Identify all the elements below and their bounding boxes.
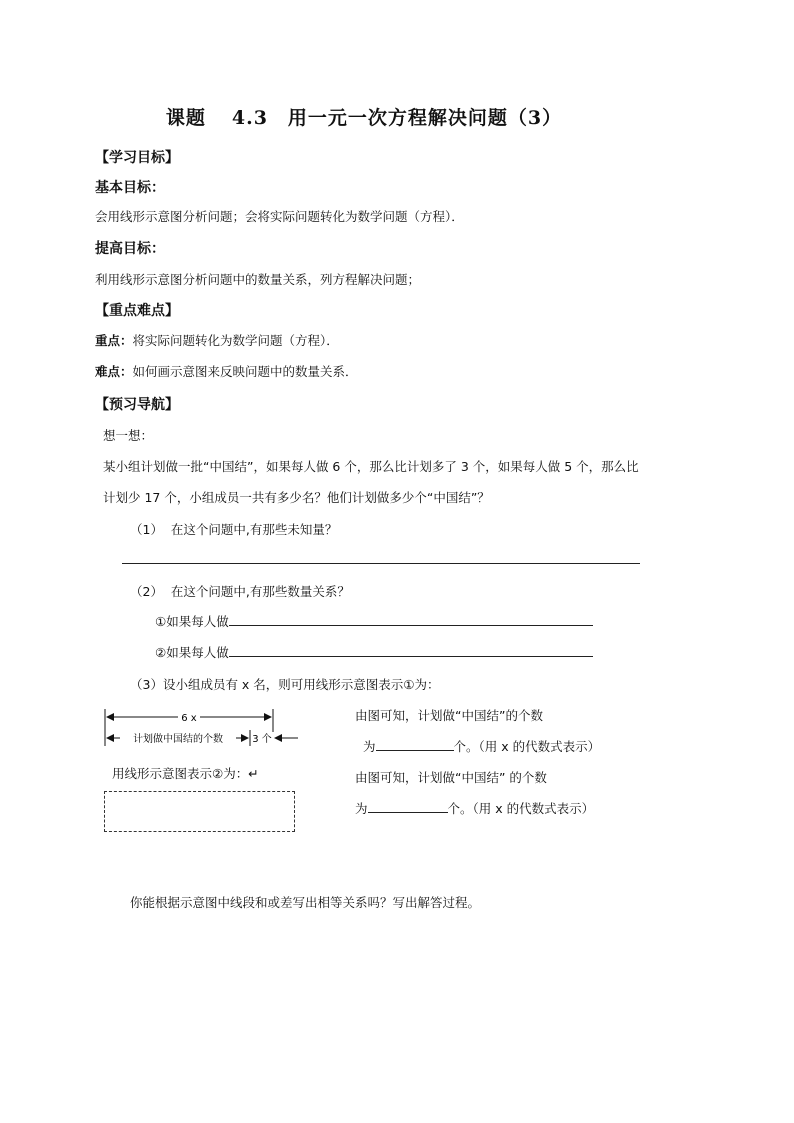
basic-goal-label: 基本目标：	[95, 180, 165, 196]
right-text-2b	[355, 799, 594, 817]
relation-1-text: ①如果每人做	[155, 614, 229, 629]
title-number: 4.3	[231, 107, 268, 129]
plan-count-blank-2[interactable]	[368, 812, 448, 813]
difficult-text: 如何画示意图来反映问题中的数量关系．	[132, 364, 358, 379]
key-label: 重点：	[95, 333, 133, 348]
question-1-answer-line[interactable]	[122, 563, 640, 564]
relation-2-text: ②如果每人做	[155, 645, 229, 660]
right-text-1b-post: 个。（用 x 的代数式表示）	[453, 739, 601, 754]
question-3: （3）设小组成员有 x 名，则可用线形示意图表示①为：	[130, 677, 440, 692]
key-point	[95, 331, 339, 349]
question-1	[130, 520, 337, 538]
advanced-goal-label: 提高目标：	[95, 241, 165, 257]
basic-goal-text: 会用线形示意图分析问题；会将实际问题转化为数学问题（方程）．	[95, 209, 464, 224]
difficult-label: 难点：	[95, 364, 133, 379]
page-title	[0, 103, 728, 130]
question-2	[130, 582, 350, 600]
line-diagram	[100, 706, 305, 748]
right-text-2b-pre: 为	[355, 801, 368, 816]
goals-heading: 【学习目标】	[95, 150, 179, 166]
final-question: 你能根据示意图中线段和或差写出相等关系吗？写出解答过程。	[130, 895, 481, 910]
problem-line-1: 某小组计划做一批“中国结”，如果每人做 6 个，那么比计划多了 3 个，如果每人做 5 个，那么比	[103, 459, 639, 474]
diagram-2-caption: 用线形示意图表示②为：↵	[112, 766, 259, 781]
question-2-text: 在这个问题中,有那些数量关系？	[170, 584, 350, 599]
diagram-top-label: 6 x	[181, 713, 197, 724]
preview-heading: 【预习导航】	[95, 397, 179, 413]
advanced-goal-text: 利用线形示意图分析问题中的数量关系，列方程解决问题；	[95, 272, 421, 287]
diagram-2-box[interactable]	[104, 791, 295, 832]
plan-count-blank-1[interactable]	[376, 750, 454, 751]
right-text-1b-pre: 为	[363, 739, 376, 754]
relation-1	[155, 612, 593, 630]
diagram-plan-label: 计划做中国结的个数	[133, 734, 223, 745]
right-text-2b-post: 个。（用 x 的代数式表示）	[447, 801, 595, 816]
title-main: 用一元一次方程解决问题（3）	[287, 107, 563, 129]
keypoints-heading: 【重点难点】	[95, 303, 179, 319]
title-prefix: 课题	[165, 107, 206, 129]
problem-line-2: 计划少 17 个，小组成员一共有多少名？他们计划做多少个“中国结”？	[103, 490, 490, 505]
think-label: 想一想：	[103, 428, 154, 443]
diagram-extra-label: 3 个	[252, 734, 272, 745]
right-text-1b	[363, 737, 600, 755]
relation-1-blank[interactable]	[229, 625, 593, 626]
question-1-number: （1）	[130, 522, 163, 537]
right-text-2a: 由图可知，计划做“中国结” 的个数	[355, 770, 547, 785]
key-text: 将实际问题转化为数学问题（方程）．	[132, 333, 339, 348]
question-1-text: 在这个问题中,有那些未知量？	[170, 522, 338, 537]
right-text-1a: 由图可知，计划做“中国结”的个数	[355, 708, 543, 723]
relation-2	[155, 643, 593, 661]
difficult-point	[95, 362, 358, 380]
question-2-number: （2）	[130, 584, 163, 599]
relation-2-blank[interactable]	[229, 656, 593, 657]
